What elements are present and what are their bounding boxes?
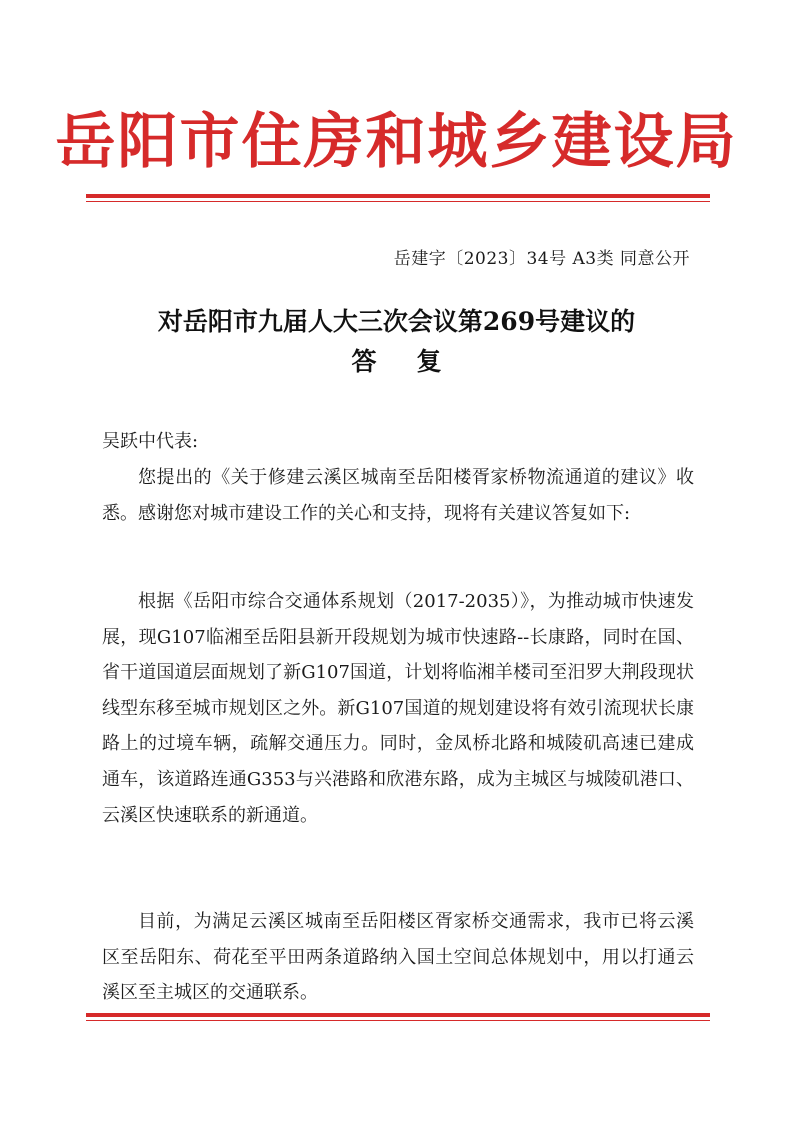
body-paragraph — [102, 584, 694, 833]
document-title-line2: 答复 — [351, 347, 482, 376]
document-number: 岳建字〔2023〕34号 A3类 同意公开 — [393, 249, 690, 269]
masthead-divider-thin — [86, 201, 710, 202]
body-paragraph — [102, 460, 694, 531]
footer-divider-thin — [86, 1020, 710, 1021]
paragraph-text: 您提出的《关于修建云溪区城南至岳阳楼胥家桥物流通道的建议》收悉。感谢您对城市建设工作的关心和支持，现将有关建议答复如下: — [102, 467, 694, 524]
document-title-line1: 对岳阳市九届人大三次会议第269号建议的 — [157, 307, 636, 336]
footer-divider-thick — [86, 1013, 710, 1017]
masthead-divider-thick — [86, 194, 710, 198]
paragraph-text: 目前，为满足云溪区城南至岳阳楼区胥家桥交通需求，我市已将云溪区至岳阳东、荷花至平田两条道路纳入国土空间总体规划中，用以打通云溪区至主城区的交通联系。 — [102, 911, 694, 1004]
paragraph-text: 根据《岳阳市综合交通体系规划（2017-2035）》，为推动城市快速发展，现G107临湘至岳阳县新开段规划为城市快速路--长康路，同时在国、省干道国道层面规划了新G107国道，计划将临湘羊楼司至汨罗大荆段现状线型东移至城市规划区之外。新G107国道的规划建设将有效引流现状长康路上的过境车辆，疏解交通压力。同时，金凤桥北路和城陵矶高速已建成通车，该道路连通G353与兴港路和欣港东路，成为主城区与城陵矶港口、云溪区快速联系的新通道。 — [102, 591, 694, 826]
salutation: 吴跃中代表: — [102, 431, 199, 452]
body-paragraph — [102, 904, 694, 1011]
masthead-org-name: 岳阳市住房和城乡建设局 — [55, 107, 738, 177]
